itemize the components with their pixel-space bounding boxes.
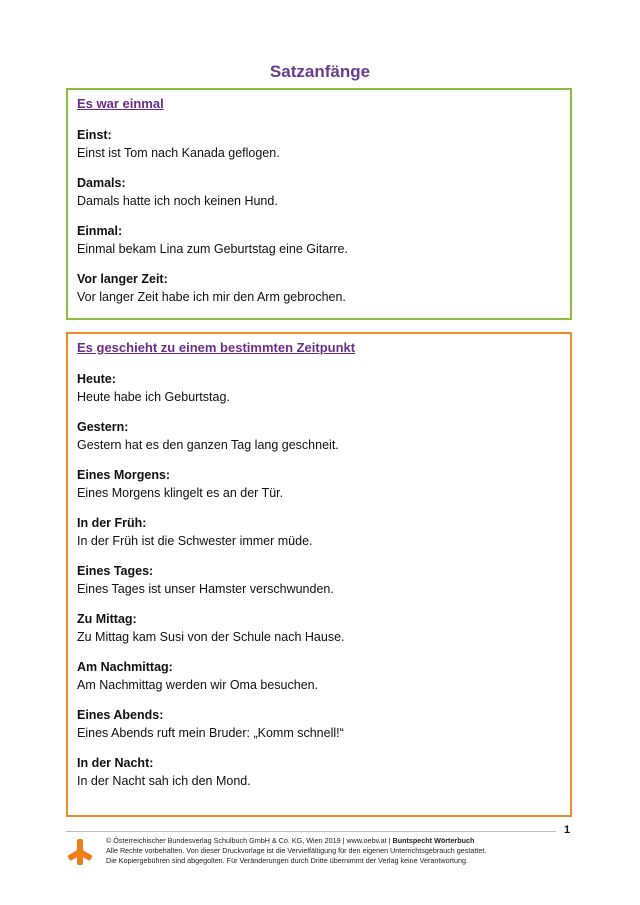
- entry-label: In der Nacht:: [77, 756, 154, 770]
- entry-sentence: Einmal bekam Lina zum Geburtstag eine Gitarre.: [77, 242, 348, 256]
- entry-sentence: Damals hatte ich noch keinen Hund.: [77, 194, 278, 208]
- entry-sentence: Vor langer Zeit habe ich mir den Arm gebrochen.: [77, 290, 346, 304]
- page-number: 1: [564, 824, 571, 836]
- entry: [77, 467, 561, 502]
- section-zeitpunkt: [66, 332, 572, 817]
- entry-label: Damals:: [77, 176, 126, 190]
- entry-label: Eines Abends:: [77, 708, 164, 722]
- entry: [77, 371, 561, 406]
- entry-sentence: In der Nacht sah ich den Mond.: [77, 774, 251, 788]
- entry-sentence: Eines Morgens klingelt es an der Tür.: [77, 486, 284, 500]
- entry-sentence: Eines Tages ist unser Hamster verschwunden.: [77, 582, 334, 596]
- entry: [77, 175, 561, 210]
- footer-line: [106, 836, 576, 846]
- page-title: Satzanfänge: [269, 62, 371, 81]
- entry-label: Am Nachmittag:: [77, 660, 173, 674]
- orange-star-logo-icon: [66, 838, 94, 866]
- entry-label: Zu Mittag:: [77, 612, 137, 626]
- entry-label: Gestern:: [77, 420, 129, 434]
- entry-sentence: Am Nachmittag werden wir Oma besuchen.: [77, 678, 319, 692]
- entry-sentence: In der Früh ist die Schwester immer müde.: [77, 534, 313, 548]
- section-heading: Es geschieht zu einem bestimmten Zeitpunkt: [77, 340, 356, 355]
- entry: [77, 611, 561, 646]
- entry: [77, 271, 561, 306]
- entry-label: Vor langer Zeit:: [77, 272, 168, 286]
- entry: [77, 755, 561, 790]
- entry: [77, 659, 561, 694]
- entry-sentence: Gestern hat es den ganzen Tag lang geschneit.: [77, 438, 339, 452]
- entry-label: Einst:: [77, 128, 112, 142]
- entry-label: Einmal:: [77, 224, 123, 238]
- entry-sentence: Eines Abends ruft mein Bruder: „Komm schnell!“: [77, 726, 344, 740]
- footer-divider: [66, 831, 556, 832]
- section-es-war-einmal: [66, 88, 572, 320]
- entry-sentence: Einst ist Tom nach Kanada geflogen.: [77, 146, 280, 160]
- footer-product-name: Buntspecht Wörterbuch: [392, 836, 475, 845]
- entry-label: Heute:: [77, 372, 116, 386]
- section-heading: Es war einmal: [77, 96, 164, 111]
- entry: [77, 707, 561, 742]
- entry: [77, 563, 561, 598]
- footer-line: Alle Rechte vorbehalten. Von dieser Druckvorlage ist die Vervielfältigung für den eigenen Unterrichtsgebrauch gestattet.: [106, 846, 487, 855]
- entry-sentence: Heute habe ich Geburtstag.: [77, 390, 230, 404]
- entry-sentence: Zu Mittag kam Susi von der Schule nach Hause.: [77, 630, 345, 644]
- entry-label: In der Früh:: [77, 516, 147, 530]
- footer-copyright: [106, 836, 576, 866]
- entry-label: Eines Tages:: [77, 564, 154, 578]
- entry-label: Eines Morgens:: [77, 468, 171, 482]
- entry: [77, 419, 561, 454]
- entry: [77, 515, 561, 550]
- entry: [77, 223, 561, 258]
- footer-copyright-text: © Österreichischer Bundesverlag Schulbuch GmbH & Co. KG, Wien 2019 | www.oebv.at |: [106, 836, 393, 845]
- footer-line: Die Kopiergebühren sind abgegolten. Für Veränderungen durch Dritte übernimmt der Verlag keine Verantwortung.: [106, 856, 468, 865]
- entry: [77, 127, 561, 162]
